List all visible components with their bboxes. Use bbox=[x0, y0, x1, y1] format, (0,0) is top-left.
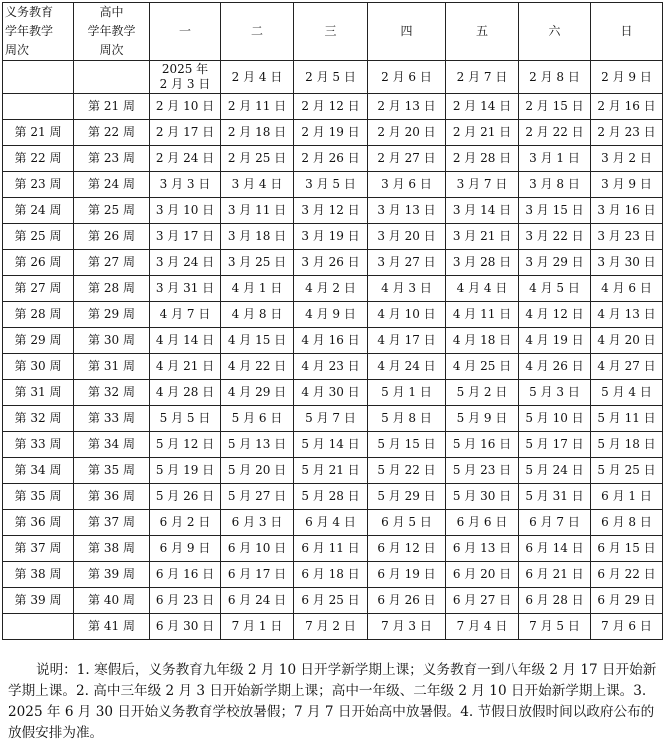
date-sat: 6 月 7 日 bbox=[519, 510, 591, 536]
table-row bbox=[3, 302, 663, 328]
date-fri: 6 月 13 日 bbox=[446, 536, 519, 562]
table-row bbox=[3, 380, 663, 406]
table-row bbox=[3, 250, 663, 276]
header-compulsory-line: 义务教育 bbox=[5, 5, 54, 19]
compulsory-week-cell: 第 23 周 bbox=[3, 172, 74, 198]
high-week-cell: 第 27 周 bbox=[74, 250, 150, 276]
date-fri: 4 月 4 日 bbox=[446, 276, 519, 302]
date-thu: 6 月 19 日 bbox=[368, 562, 446, 588]
date-sat: 2 月 8 日 bbox=[519, 61, 591, 94]
date-sat: 4 月 12 日 bbox=[519, 302, 591, 328]
date-sat: 4 月 5 日 bbox=[519, 276, 591, 302]
date-sun: 6 月 1 日 bbox=[591, 484, 663, 510]
date-fri: 7 月 4 日 bbox=[446, 614, 519, 640]
high-week-cell: 第 24 周 bbox=[74, 172, 150, 198]
compulsory-week-cell: 第 39 周 bbox=[3, 588, 74, 614]
high-week-cell: 第 37 周 bbox=[74, 510, 150, 536]
date-thu: 2 月 6 日 bbox=[368, 61, 446, 94]
high-week-cell: 第 26 周 bbox=[74, 224, 150, 250]
date-sun: 5 月 25 日 bbox=[591, 458, 663, 484]
table-row bbox=[3, 588, 663, 614]
date-sat: 5 月 17 日 bbox=[519, 432, 591, 458]
compulsory-week-cell bbox=[3, 614, 74, 640]
high-week-cell: 第 38 周 bbox=[74, 536, 150, 562]
date-wed: 4 月 23 日 bbox=[294, 354, 368, 380]
date-fri: 5 月 9 日 bbox=[446, 406, 519, 432]
date-thu: 4 月 10 日 bbox=[368, 302, 446, 328]
date-wed: 5 月 28 日 bbox=[294, 484, 368, 510]
date-sun: 5 月 11 日 bbox=[591, 406, 663, 432]
date-wed: 3 月 19 日 bbox=[294, 224, 368, 250]
date-fri: 2 月 14 日 bbox=[446, 94, 519, 120]
high-week-cell: 第 41 周 bbox=[74, 614, 150, 640]
date-tue: 3 月 18 日 bbox=[221, 224, 294, 250]
date-fri: 6 月 6 日 bbox=[446, 510, 519, 536]
date-mon: 5 月 19 日 bbox=[150, 458, 221, 484]
date-sun: 6 月 15 日 bbox=[591, 536, 663, 562]
table-row bbox=[3, 510, 663, 536]
high-week-cell: 第 33 周 bbox=[74, 406, 150, 432]
date-fri: 5 月 2 日 bbox=[446, 380, 519, 406]
date-mon: 6 月 9 日 bbox=[150, 536, 221, 562]
header-high-line: 周次 bbox=[99, 43, 124, 57]
high-week-cell: 第 35 周 bbox=[74, 458, 150, 484]
date-tue: 5 月 6 日 bbox=[221, 406, 294, 432]
header-high-line: 高中 bbox=[99, 5, 124, 19]
table-row bbox=[3, 458, 663, 484]
date-tue: 4 月 15 日 bbox=[221, 328, 294, 354]
date-thu: 5 月 1 日 bbox=[368, 380, 446, 406]
date-sun: 4 月 6 日 bbox=[591, 276, 663, 302]
header-day-mon: 一 bbox=[150, 3, 221, 61]
high-week-cell: 第 21 周 bbox=[74, 94, 150, 120]
date-tue: 2 月 4 日 bbox=[221, 61, 294, 94]
date-sun: 5 月 18 日 bbox=[591, 432, 663, 458]
date-fri: 4 月 25 日 bbox=[446, 354, 519, 380]
date-sun: 2 月 9 日 bbox=[591, 61, 663, 94]
high-week-cell: 第 23 周 bbox=[74, 146, 150, 172]
header-day-tue: 二 bbox=[221, 3, 294, 61]
date-thu: 3 月 6 日 bbox=[368, 172, 446, 198]
compulsory-week-cell: 第 28 周 bbox=[3, 302, 74, 328]
high-week-cell: 第 32 周 bbox=[74, 380, 150, 406]
date-mon: 5 月 26 日 bbox=[150, 484, 221, 510]
date-wed: 2 月 19 日 bbox=[294, 120, 368, 146]
date-wed: 5 月 21 日 bbox=[294, 458, 368, 484]
table-row bbox=[3, 484, 663, 510]
date-sat: 7 月 5 日 bbox=[519, 614, 591, 640]
date-wed: 7 月 2 日 bbox=[294, 614, 368, 640]
date-thu: 2 月 27 日 bbox=[368, 146, 446, 172]
compulsory-week-cell: 第 37 周 bbox=[3, 536, 74, 562]
date-sun: 4 月 27 日 bbox=[591, 354, 663, 380]
date-sun: 2 月 16 日 bbox=[591, 94, 663, 120]
date-sun: 4 月 13 日 bbox=[591, 302, 663, 328]
date-tue: 3 月 25 日 bbox=[221, 250, 294, 276]
date-fri: 3 月 21 日 bbox=[446, 224, 519, 250]
date-wed: 2 月 5 日 bbox=[294, 61, 368, 94]
date-tue: 6 月 24 日 bbox=[221, 588, 294, 614]
header-compulsory-line: 学年教学 bbox=[5, 24, 54, 38]
date-thu: 2 月 20 日 bbox=[368, 120, 446, 146]
date-sun: 3 月 16 日 bbox=[591, 198, 663, 224]
date-tue: 2 月 11 日 bbox=[221, 94, 294, 120]
date-sat: 4 月 26 日 bbox=[519, 354, 591, 380]
date-sat: 4 月 19 日 bbox=[519, 328, 591, 354]
compulsory-week-cell: 第 33 周 bbox=[3, 432, 74, 458]
date-mon: 2 月 24 日 bbox=[150, 146, 221, 172]
date-mon: 4 月 21 日 bbox=[150, 354, 221, 380]
date-sun: 6 月 29 日 bbox=[591, 588, 663, 614]
table-row bbox=[3, 172, 663, 198]
table-row bbox=[3, 120, 663, 146]
date-wed: 4 月 30 日 bbox=[294, 380, 368, 406]
date-tue: 4 月 8 日 bbox=[221, 302, 294, 328]
date-sat: 2 月 22 日 bbox=[519, 120, 591, 146]
header-day-sat: 六 bbox=[519, 3, 591, 61]
high-week-cell: 第 22 周 bbox=[74, 120, 150, 146]
date-mon: 6 月 23 日 bbox=[150, 588, 221, 614]
date-sat: 5 月 24 日 bbox=[519, 458, 591, 484]
date-sat: 3 月 1 日 bbox=[519, 146, 591, 172]
date-thu: 3 月 20 日 bbox=[368, 224, 446, 250]
date-tue: 4 月 22 日 bbox=[221, 354, 294, 380]
date-mon: 5 月 12 日 bbox=[150, 432, 221, 458]
table-row bbox=[3, 94, 663, 120]
date-sun: 3 月 23 日 bbox=[591, 224, 663, 250]
date-thu: 5 月 22 日 bbox=[368, 458, 446, 484]
date-fri: 3 月 14 日 bbox=[446, 198, 519, 224]
date-wed: 2 月 12 日 bbox=[294, 94, 368, 120]
date-fri: 2 月 21 日 bbox=[446, 120, 519, 146]
compulsory-week-cell: 第 38 周 bbox=[3, 562, 74, 588]
date-fri: 2 月 28 日 bbox=[446, 146, 519, 172]
high-week-cell: 第 28 周 bbox=[74, 276, 150, 302]
date-tue: 5 月 20 日 bbox=[221, 458, 294, 484]
date-sat: 3 月 8 日 bbox=[519, 172, 591, 198]
table-row bbox=[3, 61, 663, 94]
date-fri: 4 月 18 日 bbox=[446, 328, 519, 354]
date-mon: 3 月 3 日 bbox=[150, 172, 221, 198]
table-row bbox=[3, 146, 663, 172]
date-mon: 3 月 10 日 bbox=[150, 198, 221, 224]
header-day-fri: 五 bbox=[446, 3, 519, 61]
date-thu: 5 月 15 日 bbox=[368, 432, 446, 458]
date-thu: 5 月 8 日 bbox=[368, 406, 446, 432]
date-wed: 6 月 4 日 bbox=[294, 510, 368, 536]
high-week-cell: 第 36 周 bbox=[74, 484, 150, 510]
date-tue: 5 月 13 日 bbox=[221, 432, 294, 458]
school-calendar-table bbox=[2, 2, 663, 640]
high-week-cell: 第 31 周 bbox=[74, 354, 150, 380]
date-tue: 6 月 10 日 bbox=[221, 536, 294, 562]
date-thu: 4 月 24 日 bbox=[368, 354, 446, 380]
date-wed: 4 月 2 日 bbox=[294, 276, 368, 302]
date-fri: 5 月 30 日 bbox=[446, 484, 519, 510]
compulsory-week-cell: 第 29 周 bbox=[3, 328, 74, 354]
date-sun: 4 月 20 日 bbox=[591, 328, 663, 354]
header-day-thu: 四 bbox=[368, 3, 446, 61]
date-fri: 3 月 7 日 bbox=[446, 172, 519, 198]
table-row bbox=[3, 328, 663, 354]
header-high-week bbox=[74, 3, 150, 61]
date-fri: 3 月 28 日 bbox=[446, 250, 519, 276]
compulsory-week-cell: 第 25 周 bbox=[3, 224, 74, 250]
compulsory-week-cell bbox=[3, 94, 74, 120]
date-sat: 3 月 15 日 bbox=[519, 198, 591, 224]
date-wed: 6 月 25 日 bbox=[294, 588, 368, 614]
date-sat: 5 月 3 日 bbox=[519, 380, 591, 406]
header-day-sun: 日 bbox=[591, 3, 663, 61]
date-sat: 5 月 31 日 bbox=[519, 484, 591, 510]
header-compulsory-week bbox=[3, 3, 74, 61]
table-row bbox=[3, 224, 663, 250]
date-mon: 6 月 16 日 bbox=[150, 562, 221, 588]
high-week-cell bbox=[74, 61, 150, 94]
date-tue: 2 月 25 日 bbox=[221, 146, 294, 172]
date-mon: 3 月 31 日 bbox=[150, 276, 221, 302]
header-compulsory-line: 周次 bbox=[5, 43, 30, 57]
compulsory-week-cell: 第 30 周 bbox=[3, 354, 74, 380]
date-tue: 7 月 1 日 bbox=[221, 614, 294, 640]
date-sat: 5 月 10 日 bbox=[519, 406, 591, 432]
date-tue: 6 月 17 日 bbox=[221, 562, 294, 588]
date-tue: 6 月 3 日 bbox=[221, 510, 294, 536]
date-fri: 6 月 20 日 bbox=[446, 562, 519, 588]
compulsory-week-cell: 第 22 周 bbox=[3, 146, 74, 172]
date-sun: 3 月 2 日 bbox=[591, 146, 663, 172]
date-mon: 5 月 5 日 bbox=[150, 406, 221, 432]
date-sat: 3 月 22 日 bbox=[519, 224, 591, 250]
calendar-body bbox=[3, 61, 663, 640]
date-sun: 3 月 9 日 bbox=[591, 172, 663, 198]
high-week-cell: 第 30 周 bbox=[74, 328, 150, 354]
high-week-cell: 第 39 周 bbox=[74, 562, 150, 588]
date-thu: 6 月 12 日 bbox=[368, 536, 446, 562]
date-thu: 5 月 29 日 bbox=[368, 484, 446, 510]
date-sat: 6 月 14 日 bbox=[519, 536, 591, 562]
compulsory-week-cell: 第 31 周 bbox=[3, 380, 74, 406]
table-row bbox=[3, 198, 663, 224]
date-sat: 2 月 15 日 bbox=[519, 94, 591, 120]
date-thu: 6 月 26 日 bbox=[368, 588, 446, 614]
date-mon: 2 月 17 日 bbox=[150, 120, 221, 146]
date-tue: 3 月 11 日 bbox=[221, 198, 294, 224]
compulsory-week-cell: 第 21 周 bbox=[3, 120, 74, 146]
date-mon: 2 月 10 日 bbox=[150, 94, 221, 120]
high-week-cell: 第 29 周 bbox=[74, 302, 150, 328]
table-row bbox=[3, 614, 663, 640]
date-tue: 2 月 18 日 bbox=[221, 120, 294, 146]
table-row bbox=[3, 276, 663, 302]
date-thu: 3 月 13 日 bbox=[368, 198, 446, 224]
date-sat: 6 月 21 日 bbox=[519, 562, 591, 588]
compulsory-week-cell: 第 24 周 bbox=[3, 198, 74, 224]
date-fri: 5 月 23 日 bbox=[446, 458, 519, 484]
high-week-cell: 第 25 周 bbox=[74, 198, 150, 224]
compulsory-week-cell: 第 26 周 bbox=[3, 250, 74, 276]
date-fri: 5 月 16 日 bbox=[446, 432, 519, 458]
table-row bbox=[3, 536, 663, 562]
date-thu: 2 月 13 日 bbox=[368, 94, 446, 120]
table-row bbox=[3, 432, 663, 458]
date-thu: 6 月 5 日 bbox=[368, 510, 446, 536]
date-wed: 6 月 11 日 bbox=[294, 536, 368, 562]
date-mon: 3 月 17 日 bbox=[150, 224, 221, 250]
date-tue: 3 月 4 日 bbox=[221, 172, 294, 198]
header-day-wed: 三 bbox=[294, 3, 368, 61]
date-sun: 6 月 8 日 bbox=[591, 510, 663, 536]
date-sat: 3 月 29 日 bbox=[519, 250, 591, 276]
date-wed: 4 月 9 日 bbox=[294, 302, 368, 328]
date-wed: 5 月 14 日 bbox=[294, 432, 368, 458]
high-week-cell: 第 34 周 bbox=[74, 432, 150, 458]
notes-paragraph: 说明：1. 寒假后，义务教育九年级 2 月 10 日开学新学期上课；义务教育一到八年级 2 月 17 日开始新学期上课。2. 高中三年级 2 月 3 日开始新学期上课；高中一年级、二年级 2 月 10 日开始新学期上课。3. 2025 年 6 月 30 日开始义务教育学校放暑假；7 月 7 日开始高中放暑假。4. 节假日放假时间以政府公布的放假安排为准。 bbox=[8, 662, 657, 741]
date-wed: 6 月 18 日 bbox=[294, 562, 368, 588]
date-sat: 6 月 28 日 bbox=[519, 588, 591, 614]
date-wed: 3 月 26 日 bbox=[294, 250, 368, 276]
compulsory-week-cell bbox=[3, 61, 74, 94]
date-sun: 6 月 22 日 bbox=[591, 562, 663, 588]
date-thu: 3 月 27 日 bbox=[368, 250, 446, 276]
date-mon: 3 月 24 日 bbox=[150, 250, 221, 276]
date-tue: 4 月 29 日 bbox=[221, 380, 294, 406]
table-row bbox=[3, 354, 663, 380]
date-thu: 4 月 3 日 bbox=[368, 276, 446, 302]
table-row bbox=[3, 562, 663, 588]
header-row bbox=[3, 3, 663, 61]
date-mon: 2025 年 2 月 3 日 bbox=[150, 61, 221, 94]
date-mon: 6 月 30 日 bbox=[150, 614, 221, 640]
date-wed: 4 月 16 日 bbox=[294, 328, 368, 354]
compulsory-week-cell: 第 27 周 bbox=[3, 276, 74, 302]
date-sun: 7 月 6 日 bbox=[591, 614, 663, 640]
compulsory-week-cell: 第 35 周 bbox=[3, 484, 74, 510]
date-fri: 4 月 11 日 bbox=[446, 302, 519, 328]
date-wed: 3 月 5 日 bbox=[294, 172, 368, 198]
compulsory-week-cell: 第 32 周 bbox=[3, 406, 74, 432]
table-row bbox=[3, 406, 663, 432]
date-wed: 3 月 12 日 bbox=[294, 198, 368, 224]
date-sun: 3 月 30 日 bbox=[591, 250, 663, 276]
date-wed: 5 月 7 日 bbox=[294, 406, 368, 432]
date-fri: 6 月 27 日 bbox=[446, 588, 519, 614]
date-mon: 4 月 28 日 bbox=[150, 380, 221, 406]
date-mon: 6 月 2 日 bbox=[150, 510, 221, 536]
date-tue: 5 月 27 日 bbox=[221, 484, 294, 510]
high-week-cell: 第 40 周 bbox=[74, 588, 150, 614]
date-sun: 2 月 23 日 bbox=[591, 120, 663, 146]
date-mon: 4 月 14 日 bbox=[150, 328, 221, 354]
date-fri: 2 月 7 日 bbox=[446, 61, 519, 94]
date-wed: 2 月 26 日 bbox=[294, 146, 368, 172]
date-thu: 4 月 17 日 bbox=[368, 328, 446, 354]
compulsory-week-cell: 第 34 周 bbox=[3, 458, 74, 484]
date-thu: 7 月 3 日 bbox=[368, 614, 446, 640]
compulsory-week-cell: 第 36 周 bbox=[3, 510, 74, 536]
date-sun: 5 月 4 日 bbox=[591, 380, 663, 406]
date-mon: 4 月 7 日 bbox=[150, 302, 221, 328]
date-tue: 4 月 1 日 bbox=[221, 276, 294, 302]
header-high-line: 学年教学 bbox=[87, 24, 136, 38]
